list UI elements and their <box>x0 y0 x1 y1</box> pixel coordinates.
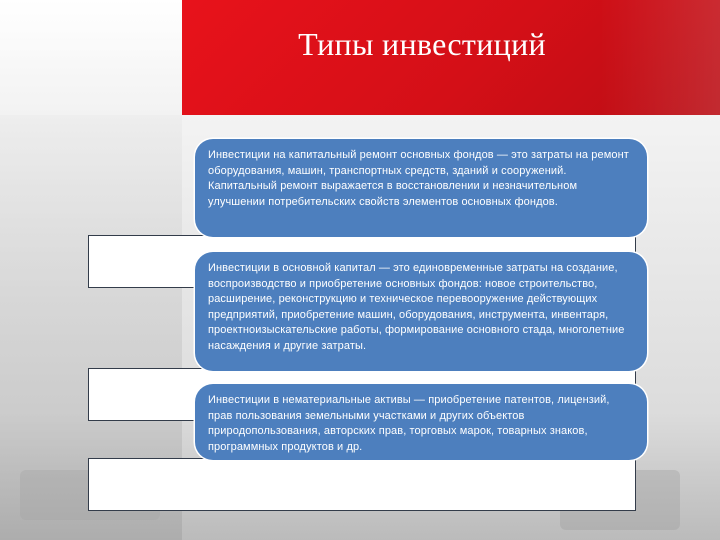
slide-title: Типы инвестиций <box>298 26 546 62</box>
card-text: Инвестиции в основной капитал — это единовременные затраты на создание, воспроизводство и приобретение основных фондов: новое строительство, расширение, реконструкцию и техническое перевооружение действующих предприятий, приобретение машин, оборудования, инструмента, инвентаря, проектноизыскательские работы, формирование основного стада, многолетние насаждения и другие затраты. <box>208 262 625 352</box>
card-text: Инвестиции на капитальный ремонт основных фондов — это затраты на ремонт оборудования, машин, транспортных средств, зданий и сооружений. Капитальный ремонт выражается в восстановлении и незначительном улучшении потребительских свойств элементов основных фондов. <box>208 149 629 208</box>
investment-type-card <box>195 384 647 460</box>
investment-type-card <box>195 139 647 237</box>
investment-type-card <box>195 252 647 371</box>
placeholder-box <box>88 458 636 511</box>
card-text: Инвестиции в нематериальные активы — приобретение патентов, лицензий, прав пользования земельными участками и других объектов природопользования, авторских прав, торговых марок, товарных знаков, программных продуктов и др. <box>208 394 610 453</box>
